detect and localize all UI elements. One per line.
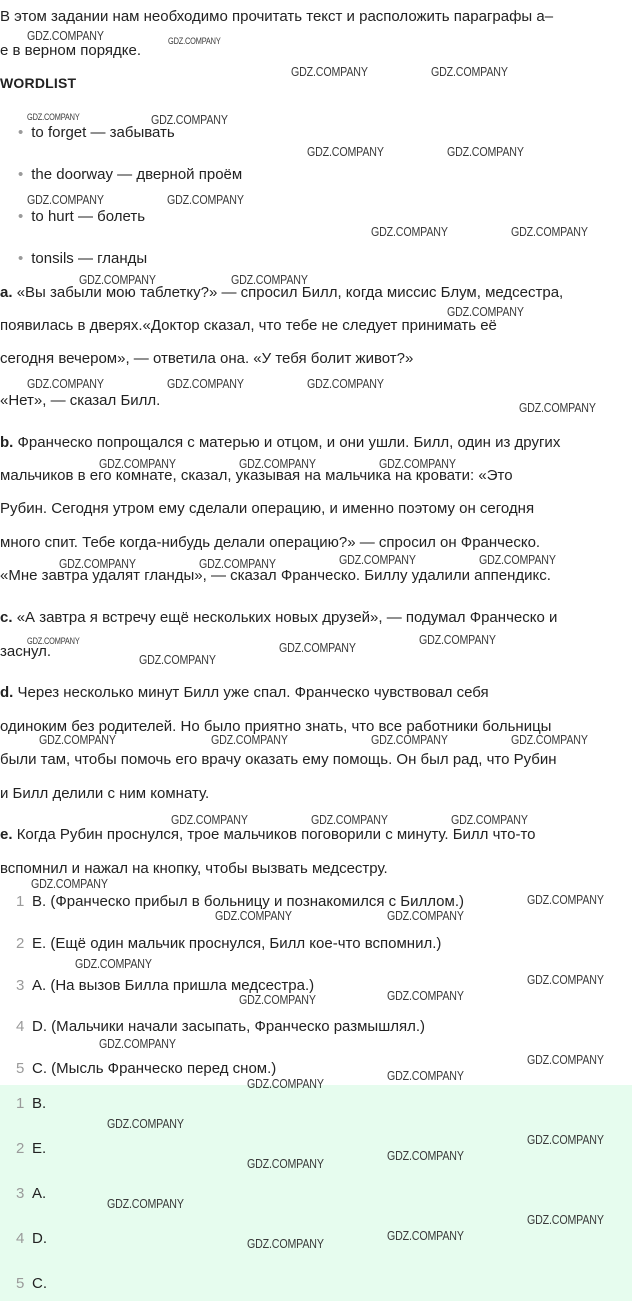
paragraph-a-line: «Нет», — сказал Билл.	[0, 392, 161, 409]
watermark: GDZ.COMPANY	[27, 112, 80, 122]
intro-line-2: е в верном порядке.	[0, 42, 141, 59]
paragraph-a-line: сегодня вечером», — ответила она. «У тебя болит живот?»	[0, 350, 414, 367]
paragraph-letter: e.	[0, 826, 13, 843]
watermark: GDZ.COMPANY	[167, 376, 244, 391]
answer-block	[0, 1085, 632, 1301]
paragraph-e-line: вспомнил и нажал на кнопку, чтобы вызвать медсестру.	[0, 860, 388, 877]
wordlist-item: • the doorway — дверной проём	[18, 166, 243, 183]
paragraph-a-line: a. «Вы забыли мою таблетку?» — спросил Билл, когда миссис Блум, медсестра,	[0, 284, 564, 301]
watermark: GDZ.COMPANY	[419, 632, 496, 647]
paragraph-letter: a.	[0, 284, 13, 301]
watermark: GDZ.COMPANY	[31, 876, 108, 891]
paragraph-letter: c.	[0, 609, 13, 626]
watermark: GDZ.COMPANY	[527, 972, 604, 987]
paragraph-b-line: мальчиков в его комнате, сказал, указывая на мальчика на кровати: «Это	[0, 467, 513, 484]
watermark: GDZ.COMPANY	[139, 652, 216, 667]
paragraph-b-line: b. Франческо попрощался с матерью и отцом, и они ушли. Билл, один из других	[0, 434, 561, 451]
watermark: GDZ.COMPANY	[527, 1052, 604, 1067]
paragraph-c-line: заснул.	[0, 643, 52, 660]
paragraph-letter: b.	[0, 434, 14, 451]
watermark: GDZ.COMPANY	[247, 1156, 324, 1171]
watermark: GDZ.COMPANY	[519, 400, 596, 415]
watermark: GDZ.COMPANY	[291, 64, 368, 79]
watermark: GDZ.COMPANY	[151, 112, 228, 127]
watermark: GDZ.COMPANY	[167, 192, 244, 207]
watermark: GDZ.COMPANY	[171, 812, 248, 827]
watermark: GDZ.COMPANY	[27, 28, 104, 43]
order-list-item: 1 B. (Франческо прибыл в больницу и познакомился с Биллом.)	[16, 893, 465, 910]
watermark: GDZ.COMPANY	[451, 812, 528, 827]
watermark: GDZ.COMPANY	[307, 376, 384, 391]
watermark: GDZ.COMPANY	[39, 732, 116, 747]
wordlist-item: • to hurt — болеть	[18, 208, 146, 225]
watermark: GDZ.COMPANY	[307, 144, 384, 159]
watermark: GDZ.COMPANY	[447, 144, 524, 159]
answer-item: 1 B.	[16, 1095, 47, 1112]
watermark: GDZ.COMPANY	[431, 64, 508, 79]
watermark: GDZ.COMPANY	[79, 272, 156, 287]
watermark: GDZ.COMPANY	[387, 1148, 464, 1163]
paragraph-b-line: много спит. Тебе когда-нибудь делали операцию?» — спросил он Франческо.	[0, 534, 541, 551]
intro-line-1: В этом задании нам необходимо прочитать текст и расположить параграфы а–	[0, 8, 554, 25]
watermark: GDZ.COMPANY	[311, 812, 388, 827]
wordlist-item: • tonsils — гланды	[18, 250, 148, 267]
answer-item: 5 C.	[16, 1275, 47, 1292]
paragraph-d-line: d. Через несколько минут Билл уже спал. Франческо чувствовал себя	[0, 684, 489, 701]
watermark: GDZ.COMPANY	[371, 224, 448, 239]
order-list-item: 5 C. (Мысль Франческо перед сном.)	[16, 1060, 277, 1077]
paragraph-d-line: одиноким без родителей. Но было приятно знать, что все работники больницы	[0, 718, 552, 735]
watermark: GDZ.COMPANY	[107, 1196, 184, 1211]
watermark: GDZ.COMPANY	[247, 1076, 324, 1091]
watermark: GDZ.COMPANY	[27, 376, 104, 391]
wordlist-item: • to forget — забывать	[18, 124, 175, 141]
watermark: GDZ.COMPANY	[379, 456, 456, 471]
order-list-item: 3 A. (На вызов Билла пришла медсестра.)	[16, 977, 315, 994]
watermark: GDZ.COMPANY	[479, 552, 556, 567]
bullet-icon: •	[18, 208, 24, 225]
paragraph-d-line: были там, чтобы помочь его врачу оказать ему помощь. Он был рад, что Рубин	[0, 751, 557, 768]
watermark: GDZ.COMPANY	[527, 1212, 604, 1227]
watermark: GDZ.COMPANY	[387, 1068, 464, 1083]
bullet-icon: •	[18, 250, 24, 267]
watermark: GDZ.COMPANY	[387, 988, 464, 1003]
watermark: GDZ.COMPANY	[107, 1116, 184, 1131]
paragraph-d-line: и Билл делили с ним комнату.	[0, 785, 210, 802]
watermark: GDZ.COMPANY	[511, 224, 588, 239]
paragraph-b-line: «Мне завтра удалят гланды», — сказал Франческо. Биллу удалили аппендикс.	[0, 567, 551, 584]
watermark: GDZ.COMPANY	[371, 732, 448, 747]
watermark: GDZ.COMPANY	[239, 456, 316, 471]
watermark: GDZ.COMPANY	[59, 556, 136, 571]
watermark: GDZ.COMPANY	[527, 892, 604, 907]
watermark: GDZ.COMPANY	[199, 556, 276, 571]
paragraph-c-line: c. «А завтра я встречу ещё нескольких новых друзей», — подумал Франческо и	[0, 609, 558, 626]
watermark: GDZ.COMPANY	[75, 956, 152, 971]
watermark: GDZ.COMPANY	[279, 640, 356, 655]
paragraph-e-line: e. Когда Рубин проснулся, трое мальчиков поговорили с минуту. Билл что-то	[0, 826, 536, 843]
order-list-item: 4 D. (Мальчики начали засыпать, Франческо размышлял.)	[16, 1018, 426, 1035]
watermark: GDZ.COMPANY	[27, 636, 80, 646]
watermark: GDZ.COMPANY	[387, 1228, 464, 1243]
answer-item: 3 A.	[16, 1185, 47, 1202]
watermark: GDZ.COMPANY	[511, 732, 588, 747]
order-list-item: 2 E. (Ещё один мальчик проснулся, Билл кое-что вспомнил.)	[16, 935, 442, 952]
watermark: GDZ.COMPANY	[168, 36, 221, 46]
watermark: GDZ.COMPANY	[387, 908, 464, 923]
watermark: GDZ.COMPANY	[99, 456, 176, 471]
watermark: GDZ.COMPANY	[231, 272, 308, 287]
watermark: GDZ.COMPANY	[247, 1236, 324, 1251]
answer-item: 4 D.	[16, 1230, 47, 1247]
watermark: GDZ.COMPANY	[239, 992, 316, 1007]
paragraph-a-line: появилась в дверях.«Доктор сказал, что тебе не следует принимать её	[0, 317, 497, 334]
answer-item: 2 E.	[16, 1140, 47, 1157]
bullet-icon: •	[18, 124, 24, 141]
watermark: GDZ.COMPANY	[339, 552, 416, 567]
paragraph-b-line: Рубин. Сегодня утром ему сделали операцию, и именно поэтому он сегодня	[0, 500, 535, 517]
watermark: GDZ.COMPANY	[211, 732, 288, 747]
watermark: GDZ.COMPANY	[447, 304, 524, 319]
watermark: GDZ.COMPANY	[99, 1036, 176, 1051]
watermark: GDZ.COMPANY	[527, 1132, 604, 1147]
watermark: GDZ.COMPANY	[215, 908, 292, 923]
watermark: GDZ.COMPANY	[27, 192, 104, 207]
paragraph-letter: d.	[0, 684, 14, 701]
bullet-icon: •	[18, 166, 24, 183]
wordlist-heading: WORDLIST	[0, 75, 77, 91]
